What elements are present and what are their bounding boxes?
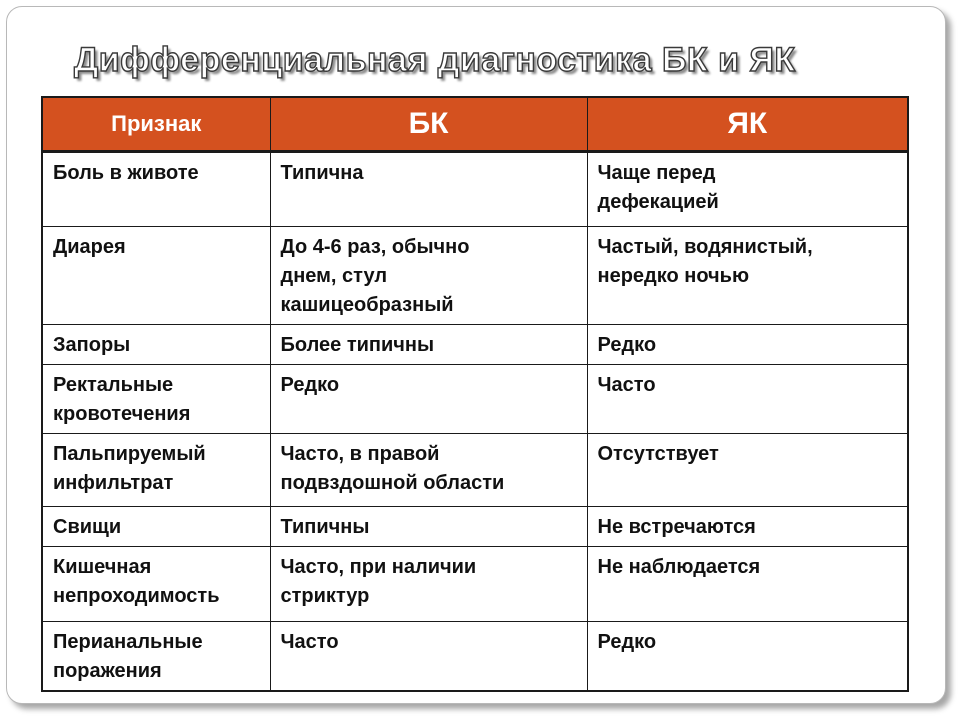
row-crohns: Часто, при наличии стриктур xyxy=(270,547,587,622)
row-uc: Не встречаются xyxy=(587,507,908,547)
table-row xyxy=(42,622,908,692)
row-sign: Боль в животе xyxy=(42,152,270,227)
row-sign: Диарея xyxy=(42,227,270,325)
row-uc: Часто xyxy=(587,365,908,434)
row-uc: Редко xyxy=(587,325,908,365)
row-crohns: Типична xyxy=(270,152,587,227)
slide-title: Дифференциальная диагностика БК и ЯК xyxy=(74,41,796,79)
row-crohns: Редко xyxy=(270,365,587,434)
header-sign: Признак xyxy=(42,97,270,152)
differential-diagnosis-table xyxy=(41,96,909,692)
row-crohns: Часто, в правой подвздошной области xyxy=(270,434,587,507)
row-uc: Частый, водянистый, нередко ночью xyxy=(587,227,908,325)
row-uc: Отсутствует xyxy=(587,434,908,507)
row-crohns: Более типичны xyxy=(270,325,587,365)
table-row xyxy=(42,152,908,227)
table-row xyxy=(42,325,908,365)
table-row xyxy=(42,227,908,325)
row-uc: Не наблюдается xyxy=(587,547,908,622)
row-sign: Кишечная непроходимость xyxy=(42,547,270,622)
row-sign: Запоры xyxy=(42,325,270,365)
row-crohns: Типичны xyxy=(270,507,587,547)
table-row xyxy=(42,434,908,507)
table-row xyxy=(42,507,908,547)
header-uc: ЯК xyxy=(587,97,908,152)
row-sign: Пальпируемый инфильтрат xyxy=(42,434,270,507)
row-sign: Перианальные поражения xyxy=(42,622,270,692)
row-uc: Редко xyxy=(587,622,908,692)
row-uc: Чаще перед дефекацией xyxy=(587,152,908,227)
table-row xyxy=(42,547,908,622)
row-sign: Свищи xyxy=(42,507,270,547)
row-crohns: До 4-6 раз, обычно днем, стул кашицеобразный xyxy=(270,227,587,325)
table-row xyxy=(42,365,908,434)
table-header-row xyxy=(42,97,908,152)
row-crohns: Часто xyxy=(270,622,587,692)
header-crohns: БК xyxy=(270,97,587,152)
row-sign: Ректальные кровотечения xyxy=(42,365,270,434)
